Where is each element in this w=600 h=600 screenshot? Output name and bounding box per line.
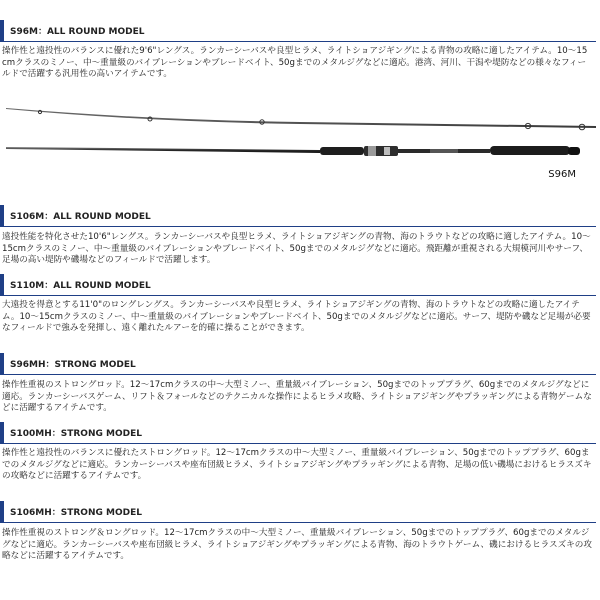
rod-fore-grip <box>320 147 364 155</box>
section-title: S96M：ALL ROUND MODEL <box>10 27 145 37</box>
section-heading <box>0 205 596 227</box>
rod-guides <box>38 110 584 129</box>
rod-product-image <box>0 86 600 192</box>
section-heading <box>0 274 596 296</box>
fishing-rod-illustration <box>0 86 600 192</box>
section-description: 操作性と遠投性のバランスに優れた9'6"レングス。ランカーシーバスや良型ヒラメ、ライトショアジギングによる青物の攻略に適したアイテム。10～15cmクラスのミノー、中～重量級のバイブレーションやブレードベイト、50gまでのメタルジグなどに適応。港湾、河川、干潟や堤防などの様々なフィールドで活躍する汎用性の高いアイテムです。 <box>2 46 588 79</box>
section-description: 大遠投を得意とする11'0"のロングレングス。ランカーシーバスや良型ヒラメ、ライトショアジギングの青物、海のトラウトなどの攻略に適したアイテム。10～15cmクラスのミノー、中～重量級のバイブレーションやブレードベイト、50gまでのメタルジグなどに適応。サーフ、堤防や磯など足場が必要なフィールドで強みを発揮し、遠く離れたルアーを的確に操ることができます。 <box>2 300 591 333</box>
section-heading <box>0 501 596 523</box>
section-description: 操作性と遠投性のバランスに優れたストロングロッド。12～17cmクラスの中～大型ミノー、重量級バイブレーション、50gまでのトッププラグ、60gまでのメタルジグなどに適応。ランカーシーバスや座布団級ヒラメ、ライトショアジギングやプラッギングによる青物、足場の低い磯場におけるヒラスズキの攻略などに活躍するアイテムです。 <box>2 448 592 481</box>
section-title: S96MH：STRONG MODEL <box>10 360 136 370</box>
section-heading <box>0 422 596 444</box>
section-description: 遠投性能を特化させた10'6"レングス。ランカーシーバスや良型ヒラメ、ライトショアジギングの青物、海のトラウトなどの攻略に適したアイテム。10～15cmクラスのミノー、中～重量級のバイブレーションやブレードベイト、50gまでのメタルジグなどに適応。飛距離が重視される大規模河川やサーフ、足場の高い堤防や磯場などのフィールドで活躍します。 <box>2 232 591 265</box>
section-title: S100MH：STRONG MODEL <box>10 429 142 439</box>
rod-tip-section <box>6 108 596 128</box>
section-description: 操作性重視のストロング＆ロングロッド。12～17cmクラスの中～大型ミノー、重量級バイブレーション、50gまでのトッププラグ、60gまでのメタルジグなどに適応。ランカーシーバスや座布団級ヒラメ、ライトショアジギングやプラッギングによる青物、海のトラウトゲーム、磯におけるヒラスズキの攻略などに活躍するアイテムです。 <box>2 528 592 561</box>
rod-butt-section <box>6 147 320 153</box>
rod-rear-grip <box>490 146 570 155</box>
section-title: S106MH：STRONG MODEL <box>10 508 142 518</box>
section-description: 操作性重視のストロングロッド。12～17cmクラスの中～大型ミノー、重量級バイブレーション、50gまでのトッププラグ、60gまでのメタルジグなどに適応。ランカーシーバスゲーム、リフト＆フォールなどのテクニカルな操作によるヒラメ攻略、ライトショアジギングやプラッギングによる青物ゲームなどに活躍するアイテムです。 <box>2 380 592 413</box>
section-heading <box>0 353 596 375</box>
section-title: S106M：ALL ROUND MODEL <box>10 212 151 222</box>
rod-model-label: S96M <box>548 169 576 180</box>
section-title: S110M：ALL ROUND MODEL <box>10 281 151 291</box>
section-heading <box>0 20 596 42</box>
